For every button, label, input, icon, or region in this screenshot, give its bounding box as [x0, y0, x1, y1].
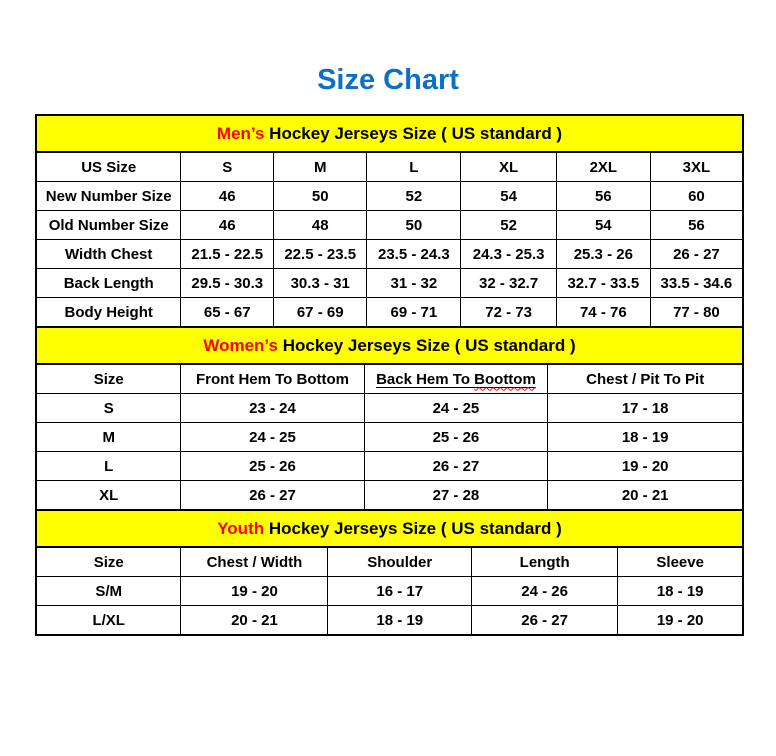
size-cell: 23 - 24: [181, 394, 364, 423]
misspelled-word: Boottom: [474, 370, 536, 388]
row-header: S/M: [36, 577, 181, 606]
column-header: Length: [471, 547, 617, 577]
size-cell: 77 - 80: [650, 298, 743, 328]
size-cell: 54: [461, 182, 556, 211]
table-banner: [36, 510, 743, 547]
size-cell: 16 - 17: [328, 577, 472, 606]
size-cell: 32 - 32.7: [461, 269, 556, 298]
table-row: [36, 481, 743, 511]
size-cell: 25 - 26: [364, 423, 548, 452]
size-cell: 30.3 - 31: [274, 269, 367, 298]
table-row: [36, 606, 743, 636]
size-cell: 24.3 - 25.3: [461, 240, 556, 269]
size-table-womens: [35, 326, 744, 511]
size-cell: 29.5 - 30.3: [181, 269, 274, 298]
size-cell: 50: [274, 182, 367, 211]
row-header: New Number Size: [36, 182, 181, 211]
table-row: [36, 452, 743, 481]
row-header: L: [36, 452, 181, 481]
size-cell: 33.5 - 34.6: [650, 269, 743, 298]
table-row: [36, 394, 743, 423]
row-header: L/XL: [36, 606, 181, 636]
column-header: Chest / Pit To Pit: [548, 364, 743, 394]
size-cell: 18 - 19: [328, 606, 472, 636]
column-header: Front Hem To Bottom: [181, 364, 364, 394]
size-cell: 24 - 25: [181, 423, 364, 452]
column-header: L: [367, 152, 461, 182]
banner-row: [36, 510, 743, 547]
size-cell: 26 - 27: [181, 481, 364, 511]
header-row: [36, 152, 743, 182]
size-cell: 23.5 - 24.3: [367, 240, 461, 269]
table-row: [36, 182, 743, 211]
header-row: [36, 364, 743, 394]
page-title: Size Chart: [317, 64, 459, 96]
size-cell: 19 - 20: [618, 606, 743, 636]
size-cell: 31 - 32: [367, 269, 461, 298]
banner-rest-text: Hockey Jerseys Size ( US standard ): [264, 518, 562, 538]
row-header: Body Height: [36, 298, 181, 328]
size-cell: 17 - 18: [548, 394, 743, 423]
size-cell: 72 - 73: [461, 298, 556, 328]
table-row: [36, 577, 743, 606]
row-header: Width Chest: [36, 240, 181, 269]
size-cell: 52: [461, 211, 556, 240]
column-header: [364, 364, 548, 394]
table-row: [36, 269, 743, 298]
column-header: Size: [36, 364, 181, 394]
banner-row: [36, 327, 743, 364]
table-row: [36, 423, 743, 452]
column-header: 2XL: [556, 152, 650, 182]
size-cell: 48: [274, 211, 367, 240]
size-cell: 65 - 67: [181, 298, 274, 328]
size-cell: 24 - 26: [471, 577, 617, 606]
size-cell: 46: [181, 211, 274, 240]
size-cell: 21.5 - 22.5: [181, 240, 274, 269]
size-cell: 22.5 - 23.5: [274, 240, 367, 269]
size-cell: 24 - 25: [364, 394, 548, 423]
table-banner: [36, 327, 743, 364]
size-cell: 25 - 26: [181, 452, 364, 481]
size-table-mens: [35, 114, 744, 328]
column-header: Shoulder: [328, 547, 472, 577]
size-cell: 19 - 20: [548, 452, 743, 481]
size-cell: 19 - 20: [181, 577, 328, 606]
banner-highlight-text: Women’s: [203, 335, 278, 355]
row-header: XL: [36, 481, 181, 511]
size-cell: 69 - 71: [367, 298, 461, 328]
size-cell: 20 - 21: [181, 606, 328, 636]
size-cell: 46: [181, 182, 274, 211]
size-cell: 18 - 19: [618, 577, 743, 606]
size-cell: 32.7 - 33.5: [556, 269, 650, 298]
size-cell: 18 - 19: [548, 423, 743, 452]
banner-row: [36, 115, 743, 152]
size-cell: 56: [556, 182, 650, 211]
header-row: [36, 547, 743, 577]
table-row: [36, 240, 743, 269]
size-table-youth: [35, 509, 744, 636]
row-header: M: [36, 423, 181, 452]
size-chart-tables: [35, 114, 744, 636]
banner-highlight-text: Youth: [217, 518, 265, 538]
size-cell: 52: [367, 182, 461, 211]
size-cell: 27 - 28: [364, 481, 548, 511]
row-header: S: [36, 394, 181, 423]
size-cell: 26 - 27: [650, 240, 743, 269]
size-cell: 74 - 76: [556, 298, 650, 328]
size-cell: 50: [367, 211, 461, 240]
size-cell: 56: [650, 211, 743, 240]
table-row: [36, 211, 743, 240]
column-header: Chest / Width: [181, 547, 328, 577]
size-cell: 54: [556, 211, 650, 240]
column-header: S: [181, 152, 274, 182]
column-header-text: Back Hem To: [376, 370, 475, 388]
size-cell: 26 - 27: [471, 606, 617, 636]
column-header: Size: [36, 547, 181, 577]
size-cell: 26 - 27: [364, 452, 548, 481]
table-banner: [36, 115, 743, 152]
row-header: Old Number Size: [36, 211, 181, 240]
size-cell: 25.3 - 26: [556, 240, 650, 269]
column-header: Sleeve: [618, 547, 743, 577]
size-cell: 60: [650, 182, 743, 211]
table-row: [36, 298, 743, 328]
row-header: Back Length: [36, 269, 181, 298]
column-header: M: [274, 152, 367, 182]
banner-rest-text: Hockey Jerseys Size ( US standard ): [264, 123, 563, 143]
banner-rest-text: Hockey Jerseys Size ( US standard ): [277, 335, 576, 355]
size-cell: 20 - 21: [548, 481, 743, 511]
banner-highlight-text: Men’s: [216, 123, 265, 143]
column-header: US Size: [36, 152, 181, 182]
column-header: 3XL: [650, 152, 743, 182]
column-header: XL: [461, 152, 556, 182]
size-cell: 67 - 69: [274, 298, 367, 328]
